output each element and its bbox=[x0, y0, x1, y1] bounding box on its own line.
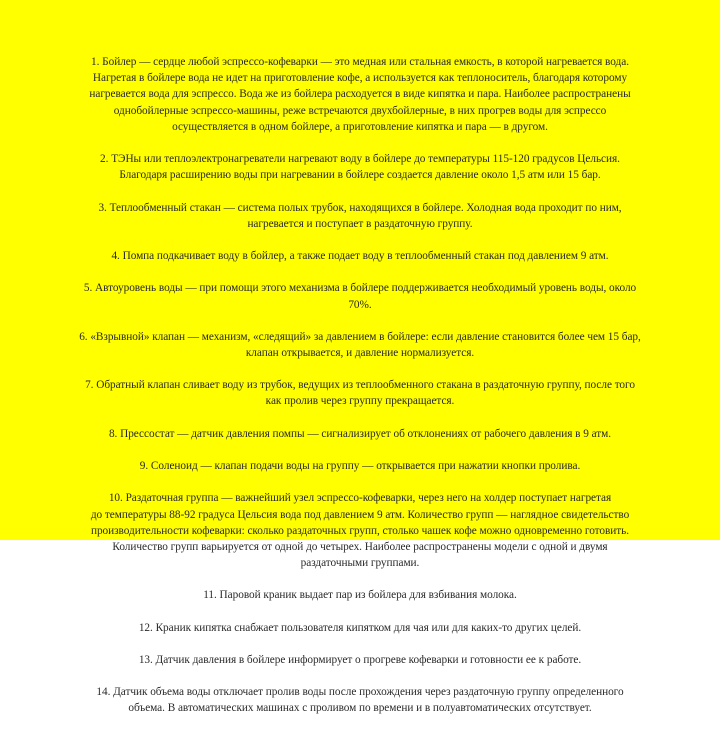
list-item-heating-elements: 2. ТЭНы или теплоэлектронагреватели нагревают воду в бойлере до температуры 115-120 градусов Цельсия. Благодаря расширению воды при нагревании в бойлере создается давление около 1,5 атм или 15 бар. bbox=[100, 153, 620, 182]
list-item-pump: 4. Помпа подкачивает воду в бойлер, а также подает воду в теплообменный стакан под давлением 9 атм. bbox=[111, 250, 609, 263]
list-item-volume-sensor: 14. Датчик объема воды отключает пролив воды после прохождения через раздаточную группу определенного объема. В автоматических машинах с проливом по времени и в полуавтоматических отсутствует. bbox=[96, 686, 624, 715]
list-item-water-level: 5. Автоуровень воды — при помощи этого механизма в бойлере поддерживается необходимый уровень воды, около 70%. bbox=[83, 282, 637, 311]
list-item-boiler: 1. Бойлер — сердце любой эспрессо-кофеварки — это медная или стальная емкость, в которой нагревается вода. Нагретая в бойлере вода не идет на приготовление кофе, а используется как теплоноситель, благодаря которому нагревается вода для эспрессо. Вода же из бойлера расходуется в виде кипятка и пара. Наиболее распространены однобойлерные эспрессо-машины, реже встречаются двухбойлерные, в них прогрев воды для эспрессо осуществляется в одном бойлере, а приготовление кипятка и пара — в другом. bbox=[89, 56, 631, 133]
list-item-hot-water-tap: 12. Краник кипятка снабжает пользователя кипятком для чая или для каких-то других целей. bbox=[138, 621, 582, 634]
list-item-solenoid: 9. Соленоид — клапан подачи воды на группу — открывается при нажатии кнопки пролива. bbox=[139, 460, 581, 473]
list-item-pressostat: 8. Прессостат — датчик давления помпы — сигнализирует об отклонениях от рабочего давления в 9 атм. bbox=[108, 427, 612, 440]
list-item-boiler-pressure-gauge: 13. Датчик давления в бойлере информирует о прогреве кофеварки и готовности ее к работе. bbox=[138, 653, 582, 666]
espresso-machine-components-text bbox=[4, 38, 716, 733]
list-item-check-valve: 7. Обратный клапан сливает воду из трубок, ведущих из теплообменного стакана в раздаточную группу, после того как пролив через группу прекращается. bbox=[85, 379, 635, 408]
list-item-safety-valve: 6. «Взрывной» клапан — механизм, «следящий» за давлением в бойлере: если давление становится более чем 15 бар, клапан открывается, и давление нормализуется. bbox=[79, 330, 641, 359]
list-item-brew-group: 10. Раздаточная группа — важнейший узел эспрессо-кофеварки, через него на холдер поступает нагретая до температуры 88-92 градуса Цельсия вода под давлением 9 атм. Количество групп — наглядное свидетельство производительности кофеварки: сколько раздаточных групп, столько чашек кофе можно одновременно готовить. Количество групп варьируется от одной до четырех. Наиболее распространены модели с одной и двумя раздаточными группами. bbox=[90, 492, 630, 569]
list-item-steam-wand: 11. Паровой краник выдает пар из бойлера для взбивания молока. bbox=[203, 589, 517, 602]
list-item-heat-exchanger: 3. Теплообменный стакан — система полых трубок, находящихся в бойлере. Холодная вода проходит по ним, нагревается и поступает в раздаточную группу. bbox=[98, 201, 622, 230]
